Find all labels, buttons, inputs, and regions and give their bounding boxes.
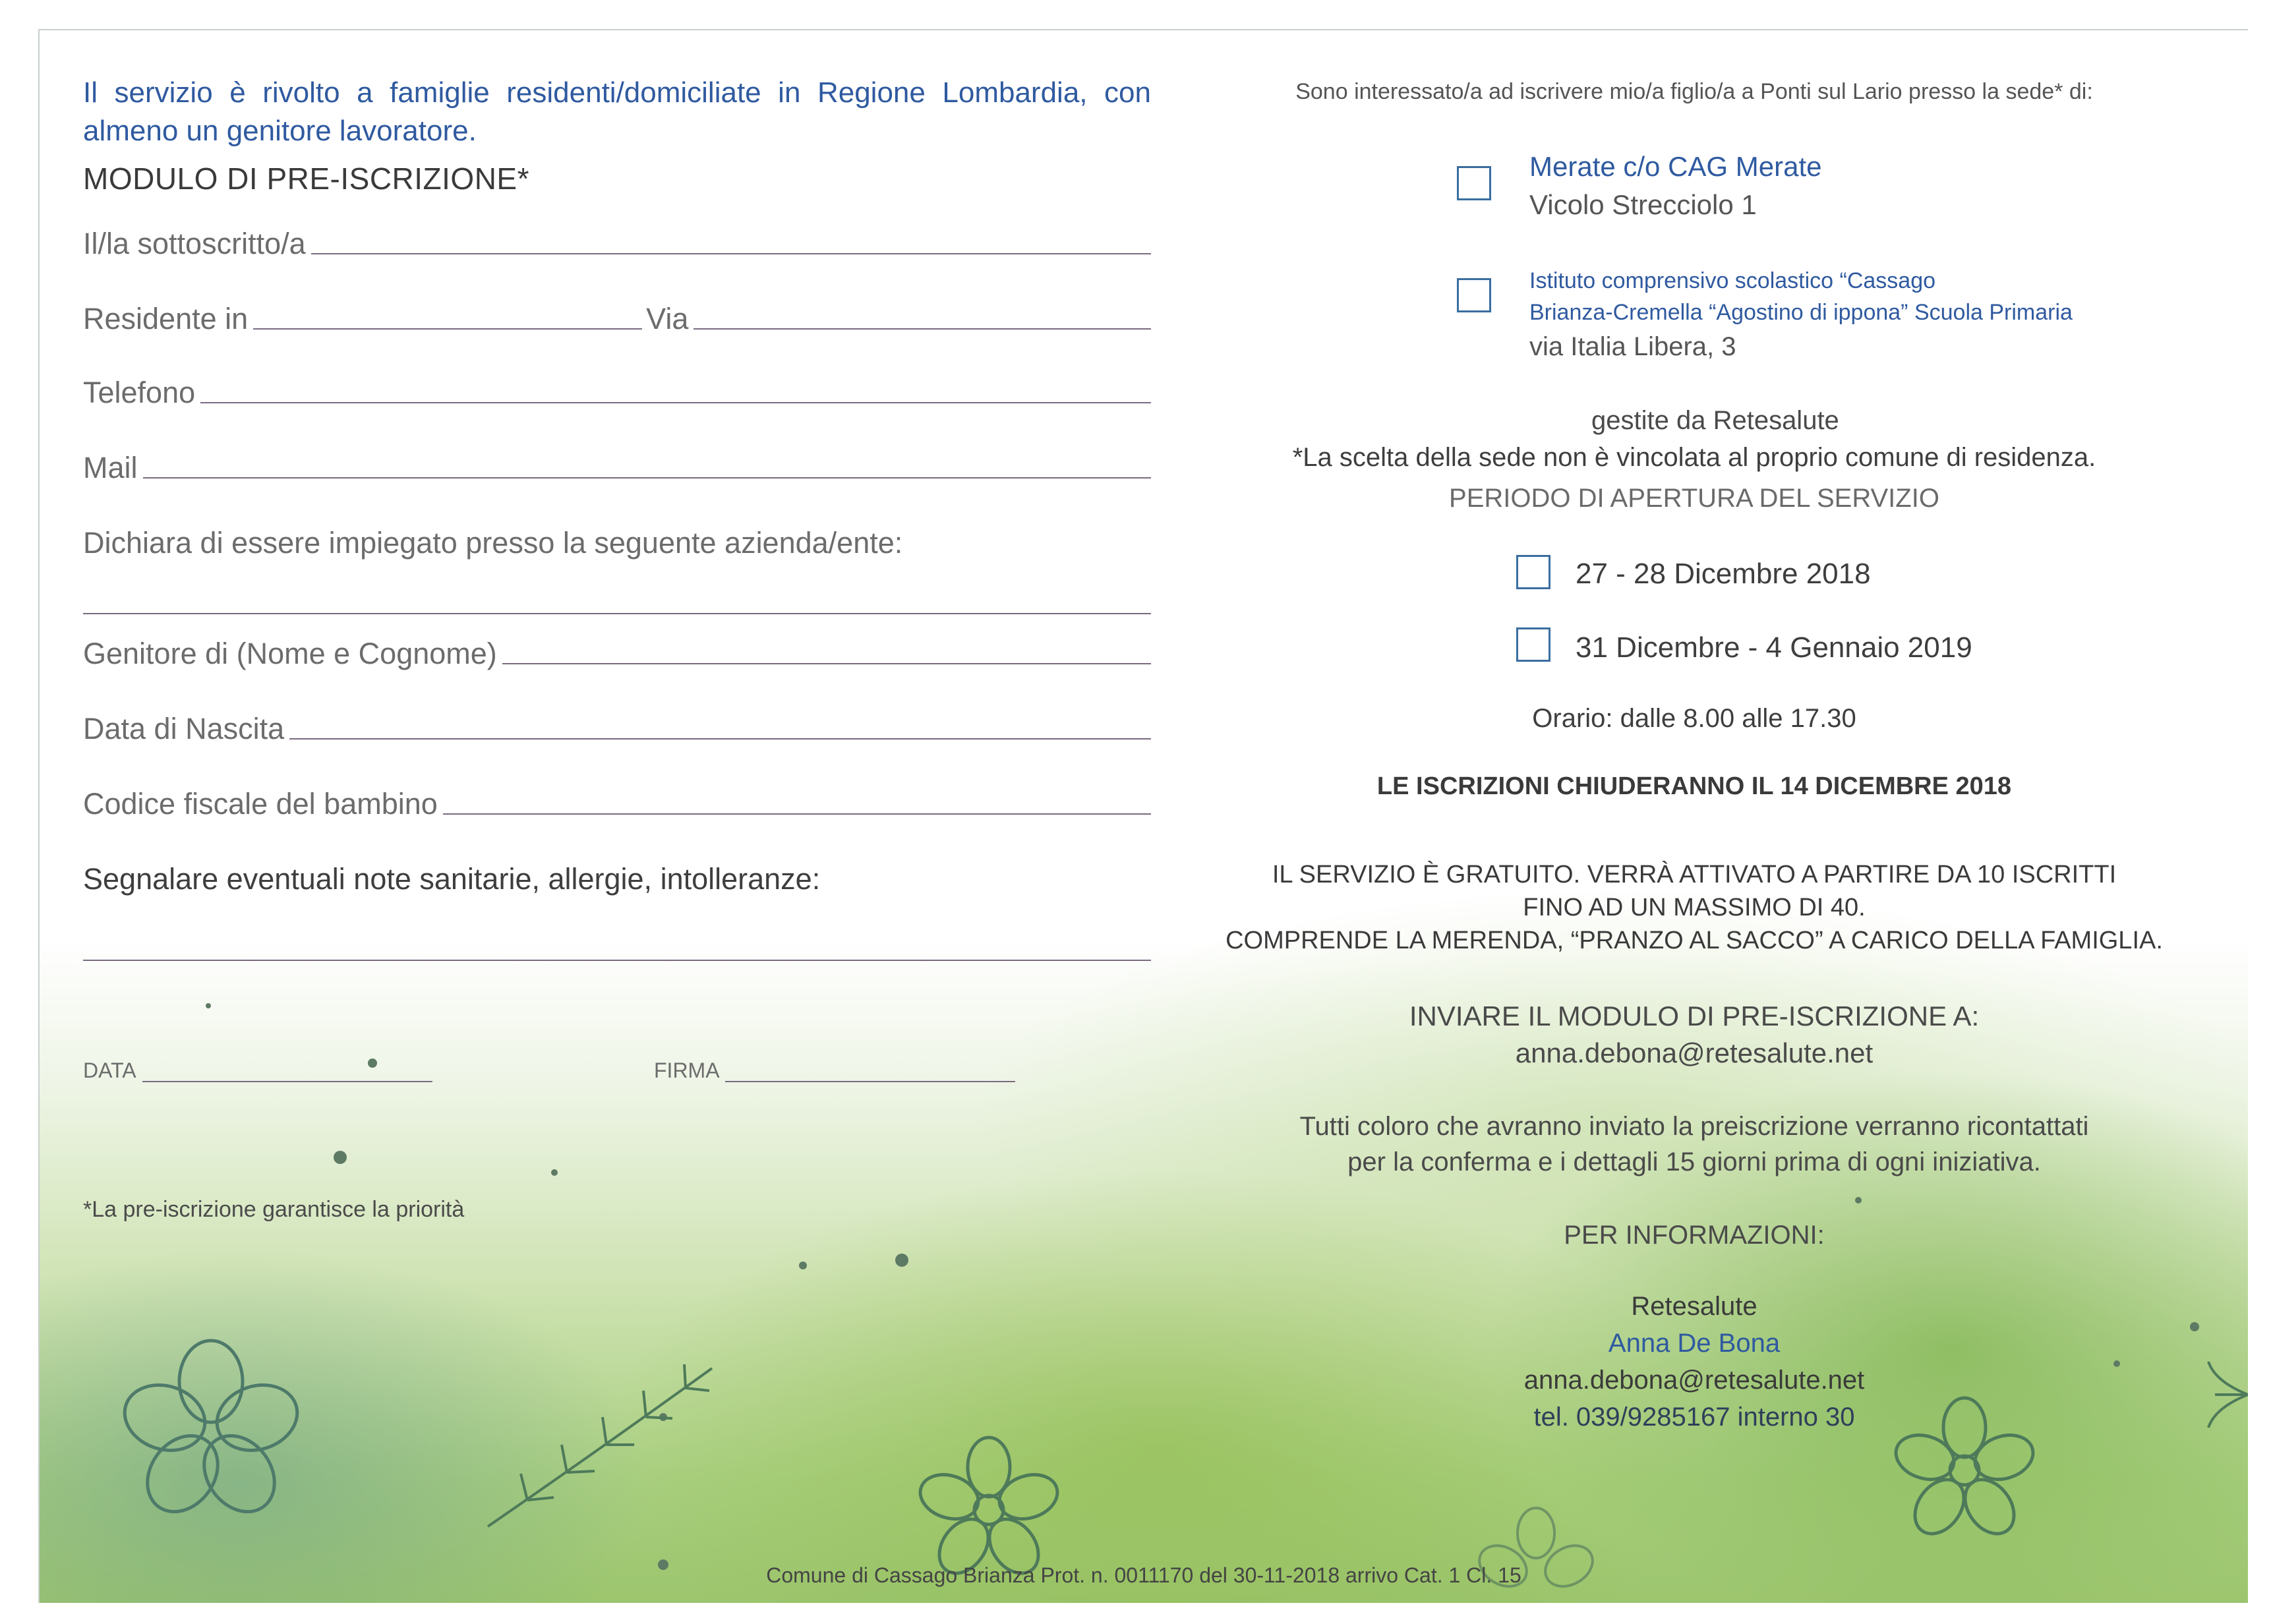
residente-line[interactable]: [253, 327, 642, 330]
recontact-line-1: Tutti coloro che avranno inviato la preiscrizione verranno ricontattati: [1299, 1112, 2089, 1141]
flower-icon: [119, 1335, 303, 1520]
mail-field[interactable]: [83, 451, 1151, 485]
note-sanitarie-label: Segnalare eventuali note sanitarie, allergie, intolleranze:: [83, 862, 821, 896]
sede2-block: [1529, 265, 2073, 362]
protocol-stamp: Comune di Cassago Brianza Prot. n. 0011170 del 30-11-2018 arrivo Cat. 1 Cl. 15: [766, 1563, 1521, 1587]
free-line-3: COMPRENDE LA MERENDA, “PRANZO AL SACCO” A CARICO DELLA FAMIGLIA.: [1225, 927, 2163, 954]
interest-text: Sono interessato/a ad iscrivere mio/a figlio/a a Ponti sul Lario presso la sede* di:: [1295, 79, 2093, 104]
contact-org: Retesalute: [1631, 1292, 1757, 1321]
sede1-address: Vicolo Strecciolo 1: [1529, 189, 1757, 220]
priority-note: *La pre-iscrizione garantisce la priorità: [83, 1197, 465, 1222]
residence-field[interactable]: [83, 302, 1151, 336]
residente-label: Residente in: [83, 302, 249, 335]
contact-email[interactable]: anna.debona@retesalute.net: [1523, 1366, 1865, 1395]
employer-line[interactable]: [83, 613, 1151, 614]
via-line[interactable]: [694, 327, 1151, 330]
period1-checkbox[interactable]: [1516, 555, 1550, 589]
codice-fiscale-field[interactable]: [83, 787, 1151, 821]
codice-fiscale-label: Codice fiscale del bambino: [83, 787, 438, 821]
decor-dot: [895, 1254, 908, 1267]
decor-dot: [368, 1058, 377, 1068]
form-title: MODULO DI PRE-ISCRIZIONE*: [83, 161, 530, 196]
decor-dot: [551, 1169, 558, 1176]
send-to-title: INVIARE IL MODULO DI PRE-ISCRIZIONE A:: [1409, 1000, 1980, 1031]
contact-tel: tel. 039/9285167 interno 30: [1533, 1403, 1855, 1432]
send-email[interactable]: anna.debona@retesalute.net: [1515, 1037, 1874, 1068]
telefono-label: Telefono: [83, 376, 196, 409]
intro-text: Il servizio è rivolto a famiglie residenti/domiciliate in Regione Lombardia, con almeno un genitore lavoratore.: [83, 76, 1151, 147]
sede2-address: via Italia Libera, 3: [1529, 332, 1736, 361]
period-title: PERIODO DI APERTURA DEL SERVIZIO: [1449, 484, 1939, 513]
data-nascita-field[interactable]: [83, 712, 1151, 746]
mail-label: Mail: [83, 451, 138, 484]
choice-note: *La scelta della sede non è vincolata al proprio comune di residenza.: [1292, 443, 2096, 472]
managed-by: gestite da Retesalute: [1591, 406, 1839, 435]
via-label: Via: [646, 302, 689, 335]
note-sanitarie-line[interactable]: [83, 960, 1151, 961]
branch-icon: [475, 1355, 725, 1540]
recontact-block: [1147, 1109, 2241, 1180]
deadline-text: LE ISCRIZIONI CHIUDERANNO IL 14 DICEMBRE 2018: [1376, 772, 2012, 800]
genitore-field[interactable]: [83, 637, 1151, 671]
decor-dot: [334, 1151, 347, 1164]
sede2-name-line2: Brianza-Cremella “Agostino di ippona” Scuola Primaria: [1529, 300, 2073, 325]
sede1-checkbox[interactable]: [1457, 166, 1491, 200]
data-label: DATA: [83, 1058, 136, 1082]
free-line-1: IL SERVIZIO È GRATUITO. VERRÀ ATTIVATO A PARTIRE DA 10 ISCRITTI: [1272, 861, 2117, 888]
free-line-2: FINO AD UN MASSIMO DI 40.: [1523, 894, 1866, 921]
decor-dot: [799, 1262, 807, 1269]
sottoscritto-line[interactable]: [311, 252, 1151, 254]
decor-dot: [206, 1003, 211, 1008]
employer-field: [83, 526, 1151, 560]
dichiara-label: Dichiara di essere impiegato presso la seguente azienda/ente:: [83, 526, 903, 560]
period1-label: 27 - 28 Dicembre 2018: [1576, 558, 1871, 590]
contact-name: Anna De Bona: [1608, 1329, 1781, 1358]
sede1-name: Merate c/o CAG Merate: [1529, 151, 1822, 182]
info-title: PER INFORMAZIONI:: [1564, 1221, 1825, 1250]
firma-label: FIRMA: [654, 1058, 720, 1082]
telefono-field[interactable]: [83, 376, 1151, 410]
sede1-block: [1529, 148, 1821, 224]
decor-dot: [1855, 1197, 1862, 1204]
free-service-text: [1147, 858, 2241, 957]
period2-label: 31 Dicembre - 4 Gennaio 2019: [1576, 631, 1972, 664]
contact-block: [1147, 1288, 2241, 1436]
data-line[interactable]: [142, 1081, 432, 1082]
recontact-line-2: per la conferma e i dettagli 15 giorni prima di ogni iniziativa.: [1347, 1147, 2041, 1176]
sottoscritto-field[interactable]: [83, 227, 1151, 261]
period2-checkbox[interactable]: [1516, 627, 1550, 662]
flyer-sheet: [38, 29, 2248, 1603]
firma-line[interactable]: [725, 1081, 1015, 1082]
data-nascita-label: Data di Nascita: [83, 712, 285, 745]
send-block: [1147, 998, 2241, 1072]
note-sanitarie-field: [83, 862, 1151, 896]
genitore-line[interactable]: [502, 662, 1151, 664]
sottoscritto-label: Il/la sottoscritto/a: [83, 227, 306, 260]
telefono-line[interactable]: [200, 401, 1151, 403]
mail-line[interactable]: [143, 476, 1151, 478]
hours-text: Orario: dalle 8.00 alle 17.30: [1532, 704, 1856, 733]
sede2-checkbox[interactable]: [1457, 278, 1491, 312]
sede2-name-line1: Istituto comprensivo scolastico “Cassago: [1529, 268, 1936, 293]
codice-fiscale-line[interactable]: [443, 812, 1151, 815]
data-nascita-line[interactable]: [289, 737, 1151, 740]
genitore-label: Genitore di (Nome e Cognome): [83, 637, 497, 670]
